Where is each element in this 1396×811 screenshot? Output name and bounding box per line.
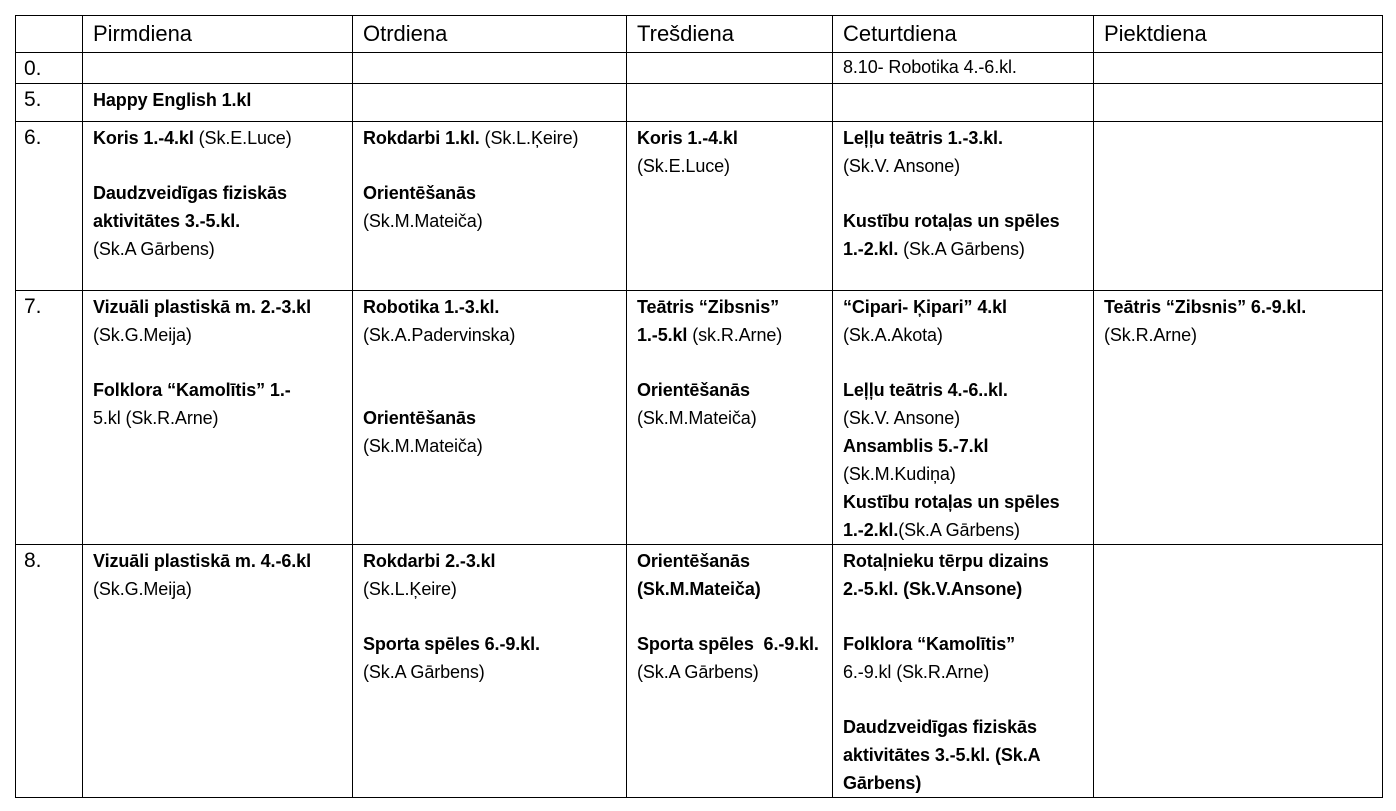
day-header-tuesday: Otrdiena (353, 16, 627, 53)
activity-title: Happy English 1.kl (93, 90, 252, 110)
schedule-cell (833, 84, 1094, 122)
row-label: 8. (16, 545, 83, 798)
activity-entry (637, 376, 822, 432)
schedule-cell (83, 122, 353, 291)
activity-entry (1104, 293, 1372, 349)
activity-title: Daudzveidīgas fiziskās aktivitātes 3.-5.kl. (93, 183, 287, 231)
activity-info: (Sk.L.Ķeire) (363, 579, 457, 599)
corner-cell (16, 16, 83, 53)
activity-title: Orientēšanās (637, 380, 750, 400)
header-row (16, 16, 1383, 53)
activity-title: Teātris “Zibsnis” 6.-9.kl. (1104, 297, 1307, 317)
activity-title: Sporta spēles 6.-9.kl. (637, 634, 819, 654)
activity-info: 6.-9.kl (Sk.R.Arne) (843, 662, 990, 682)
schedule-cell (833, 122, 1094, 291)
activity-entry (93, 376, 342, 432)
activity-entry (637, 630, 822, 686)
activity-entry (637, 124, 822, 180)
activity-entry (843, 293, 1083, 349)
schedule-cell (83, 53, 353, 84)
schedule-cell (353, 545, 627, 798)
activity-title: Vizuāli plastiskā m. 4.-6.kl (93, 551, 311, 571)
schedule-cell (83, 84, 353, 122)
activity-entry (93, 547, 342, 603)
activity-info: (Sk.A Gārbens) (363, 662, 485, 682)
activity-entry (93, 179, 342, 263)
schedule-cell (627, 84, 833, 122)
activity-entry (843, 488, 1083, 544)
day-header-monday: Pirmdiena (83, 16, 353, 53)
activity-title: Orientēšanās (363, 183, 476, 203)
activity-title: Koris 1.-4.kl (637, 128, 738, 148)
table-row (16, 84, 1383, 122)
activity-entry (843, 124, 1083, 180)
table-row (16, 122, 1383, 291)
activity-info: (Sk.G.Meija) (93, 325, 192, 345)
schedule-cell (353, 84, 627, 122)
activity-info: (Sk.A Gārbens) (898, 520, 1020, 540)
activity-title: Rokdarbi 2.-3.kl (363, 551, 496, 571)
activity-text: 8.10- Robotika 4.-6.kl. (843, 57, 1017, 77)
schedule-cell (353, 291, 627, 545)
activity-title: Daudzveidīgas fiziskās aktivitātes 3.-5.kl. (Sk.A Gārbens) (843, 717, 1040, 793)
activity-title: Leļļu teātris 4.-6..kl. (843, 380, 1008, 400)
day-header-thursday: Ceturtdiena (833, 16, 1094, 53)
activity-info: (Sk.A Gārbens) (93, 239, 215, 259)
row-label: 5. (16, 84, 83, 122)
schedule-cell (833, 545, 1094, 798)
activity-info: (Sk.M.Mateiča) (637, 408, 757, 428)
activity-title: Koris 1.-4.kl (93, 128, 194, 148)
schedule-cell (1094, 291, 1383, 545)
activity-title: Teātris “Zibsnis” 1.-5.kl (637, 297, 780, 345)
activity-title: Rotaļnieku tērpu dizains 2.-5.kl. (Sk.V.Ansone) (843, 551, 1049, 599)
row-label: 7. (16, 291, 83, 545)
row-label: 0. (16, 53, 83, 84)
activity-info: (Sk.A.Akota) (843, 325, 943, 345)
activity-entry (363, 547, 616, 603)
schedule-cell (353, 53, 627, 84)
activity-info: (Sk.A Gārbens) (637, 662, 759, 682)
activity-title: Kustību rotaļas un spēles 1.-2.kl. (843, 492, 1060, 540)
activity-info: (Sk.G.Meija) (93, 579, 192, 599)
activity-entry (843, 630, 1083, 686)
activity-info: (Sk.V. Ansone) (843, 408, 961, 428)
row-label: 6. (16, 122, 83, 291)
schedule-cell (627, 291, 833, 545)
schedule-cell (833, 291, 1094, 545)
activity-entry (843, 713, 1083, 797)
activity-info: (Sk.A Gārbens) (903, 239, 1025, 259)
activity-info: (Sk.V. Ansone) (843, 156, 961, 176)
schedule-cell (1094, 84, 1383, 122)
schedule-cell (627, 122, 833, 291)
day-header-wednesday: Trešdiena (627, 16, 833, 53)
schedule-cell (1094, 545, 1383, 798)
activity-info: (Sk.M.Mateiča) (363, 211, 483, 231)
activity-info: 5.kl (Sk.R.Arne) (93, 408, 219, 428)
activity-entry (93, 124, 342, 152)
activity-entry (363, 630, 616, 686)
activity-entry (363, 124, 616, 152)
activity-info: (Sk.A.Padervinska) (363, 325, 516, 345)
day-header-friday: Piektdiena (1094, 16, 1383, 53)
schedule-cell (83, 545, 353, 798)
activity-entry (843, 55, 1083, 79)
activity-info: (Sk.M.Mateiča) (363, 436, 483, 456)
activity-entry (363, 293, 616, 349)
schedule-cell (627, 53, 833, 84)
activity-title: Orientēšanās (Sk.M.Mateiča) (637, 551, 761, 599)
activity-entry (843, 207, 1083, 263)
activity-entry (363, 404, 616, 460)
schedule-cell (627, 545, 833, 798)
table-row (16, 291, 1383, 545)
schedule-cell (83, 291, 353, 545)
activity-title: Ansamblis 5.-7.kl (843, 436, 989, 456)
activity-title: Sporta spēles 6.-9.kl. (363, 634, 540, 654)
activity-title: Kustību rotaļas un spēles 1.-2.kl. (843, 211, 1060, 259)
activity-info: (Sk.R.Arne) (1104, 325, 1197, 345)
activity-entry (637, 547, 822, 603)
schedule-table (15, 15, 1383, 798)
activity-title: Leļļu teātris 1.-3.kl. (843, 128, 1003, 148)
activity-entry (93, 293, 342, 349)
activity-info: (Sk.L.Ķeire) (484, 128, 579, 148)
table-row (16, 53, 1383, 84)
activity-info: (Sk.M.Kudiņa) (843, 464, 956, 484)
schedule-cell (1094, 122, 1383, 291)
activity-entry (843, 376, 1083, 432)
activity-entry (93, 86, 342, 114)
activity-entry (843, 547, 1083, 603)
activity-title: Rokdarbi 1.kl. (363, 128, 480, 148)
activity-title: Folklora “Kamolītis” 1.- (93, 380, 291, 400)
activity-title: Vizuāli plastiskā m. 2.-3.kl (93, 297, 311, 317)
schedule-cell (1094, 53, 1383, 84)
activity-title: Folklora “Kamolītis” (843, 634, 1016, 654)
activity-info: (sk.R.Arne) (692, 325, 783, 345)
activity-entry (843, 432, 1083, 488)
schedule-cell (833, 53, 1094, 84)
activity-title: Orientēšanās (363, 408, 476, 428)
activity-entry (637, 293, 822, 349)
activity-info: (Sk.E.Luce) (198, 128, 292, 148)
activity-title: “Cipari- Ķipari” 4.kl (843, 297, 1007, 317)
activity-title: Robotika 1.-3.kl. (363, 297, 500, 317)
activity-info: (Sk.E.Luce) (637, 156, 730, 176)
schedule-cell (353, 122, 627, 291)
table-row (16, 545, 1383, 798)
activity-entry (363, 179, 616, 235)
